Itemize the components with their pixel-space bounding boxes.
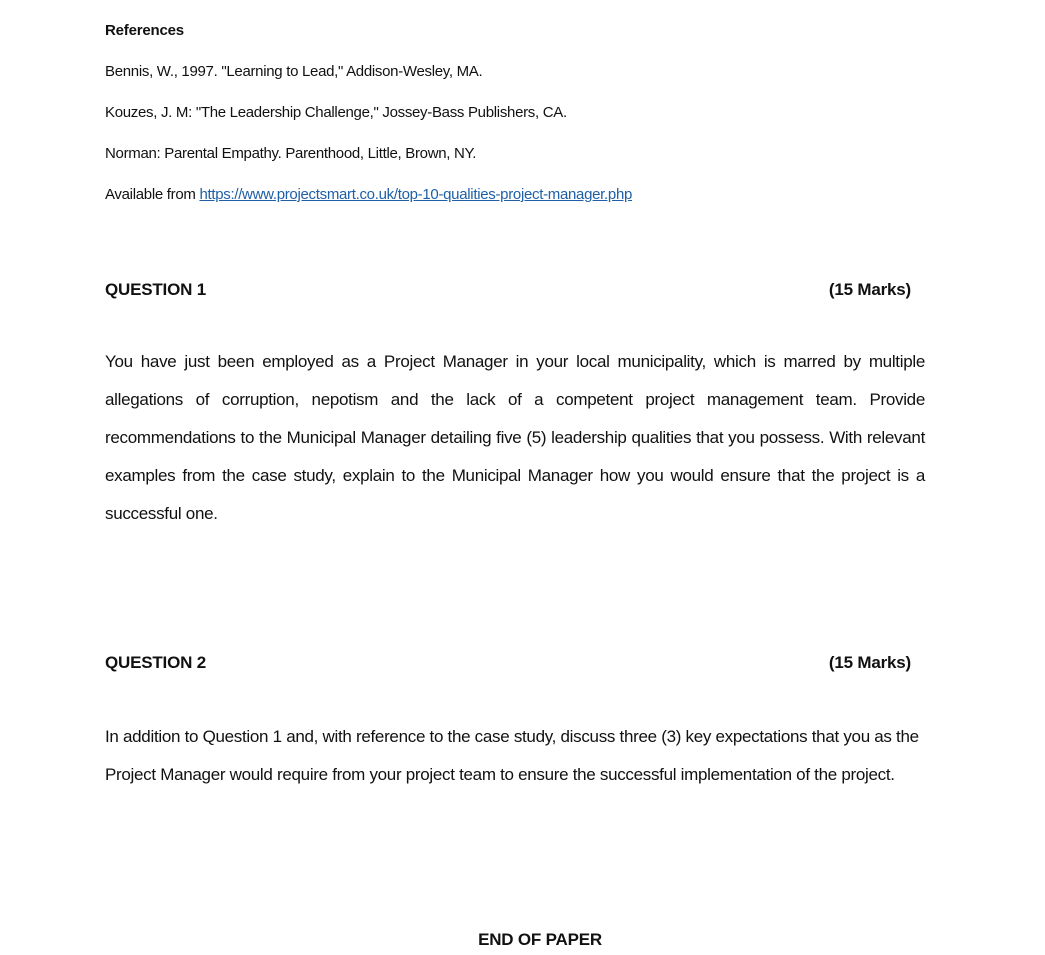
available-from-label: Available from [105,186,200,203]
question-1-marks: (15 Marks) [828,280,911,299]
question-2-body: In addition to Question 1 and, with reference to the case study, discuss three (3) key expectations that you as the Project Manager would require from your project team to ensure the successful implementation of the project. [105,727,919,784]
references-heading: References [105,22,184,39]
question-1-body: You have just been employed as a Project Manager in your local municipality, which is marred by multiple allegations of corruption, nepotism and the lack of a competent project management team. Provide recommendations to the Municipal Manager detailing five (5) leadership qualities that you possess. With relevant examples from the case study, explain to the Municipal Manager how you would ensure that the project is a successful one. [105,352,925,523]
question-1-title: QUESTION 1 [105,280,206,299]
reference-item-kouzes: Kouzes, J. M: "The Leadership Challenge," Jossey-Bass Publishers, CA. [105,104,567,121]
end-of-paper: END OF PAPER [478,930,602,949]
reference-available-line [105,186,632,203]
reference-item-bennis: Bennis, W., 1997. "Learning to Lead," Addison-Wesley, MA. [105,63,483,80]
question-2-title: QUESTION 2 [105,653,206,672]
reference-item-norman: Norman: Parental Empathy. Parenthood, Little, Brown, NY. [105,145,477,162]
reference-link[interactable]: https://www.projectsmart.co.uk/top-10-qualities-project-manager.php [199,186,633,203]
question-2-marks: (15 Marks) [828,653,911,672]
